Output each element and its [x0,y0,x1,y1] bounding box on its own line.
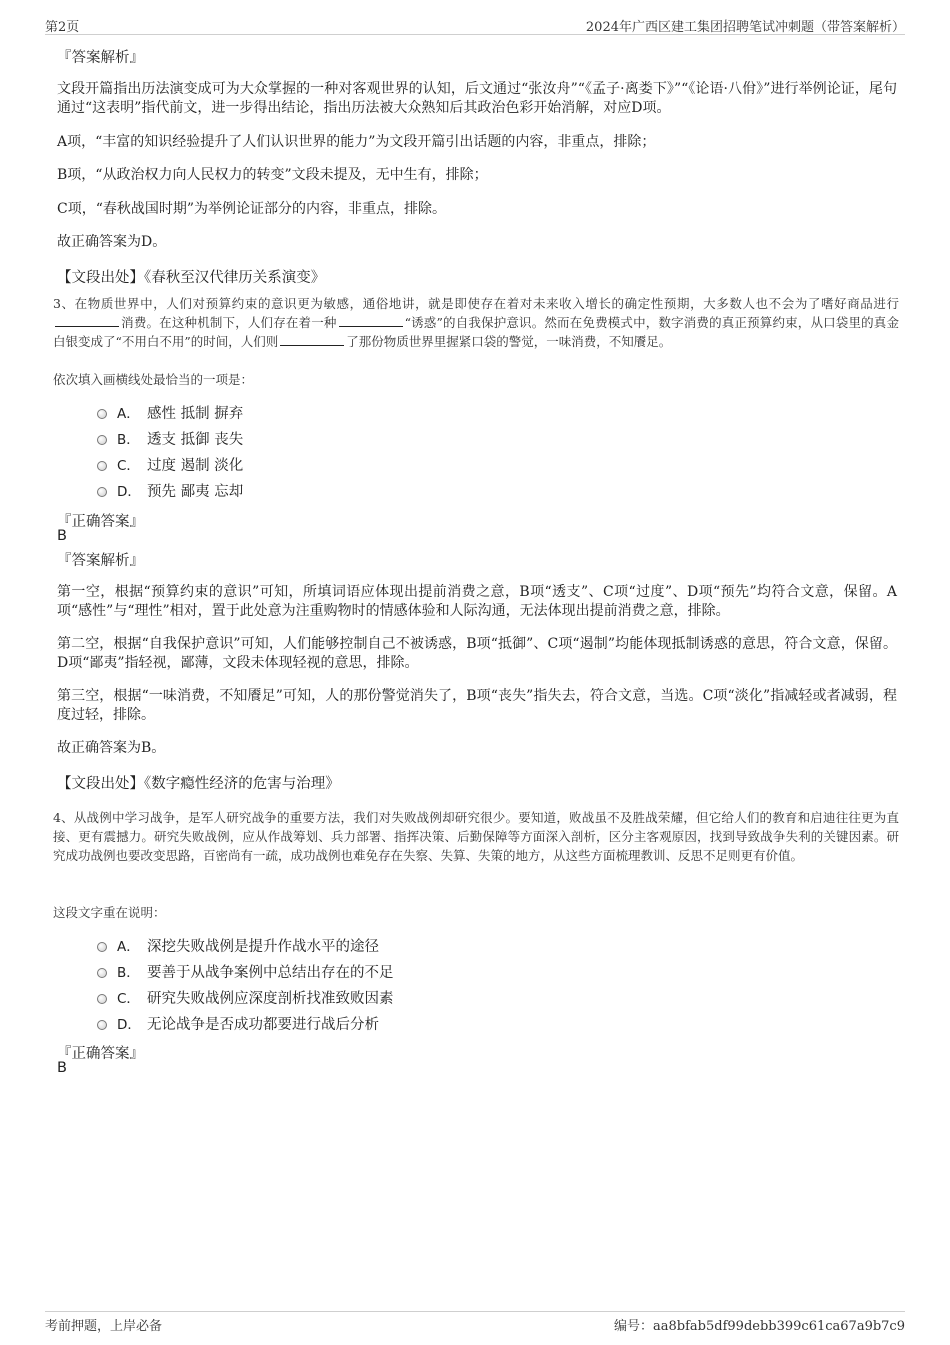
text-source: 【文段出处】《数字瘾性经济的危害与治理》 [57,776,340,792]
radio-button[interactable] [97,942,107,952]
option-b[interactable]: B． 透支 抵御 丧失 [97,428,243,448]
radio-button[interactable] [97,1020,107,1030]
analysis-label: 『答案解析』 [57,553,144,569]
correct-answer: B [57,1060,67,1076]
fill-blank [339,314,403,327]
correct-answer: B [57,528,67,544]
question-3-text: 3、在物质世界中，人们对预算约束的意识更为敏感，通俗地讲，就是即使存在着对未来收入增长的确定性预期，大多数人也不会为了嗜好商品进行消费。在这种机制下，人们存在着一种 “诱惑”的自我保护意识。然而在免费模式中，数字消费的真正预算约束，从口袋里的真金白银变成了“不用白不用”的时间，人们则 了那份物质世界里握紧口袋的警觉，一味消费，不知餍足。 [53,296,899,349]
analysis-label: 『答案解析』 [57,50,144,66]
analysis-paragraph: 故正确答案为D。 [57,234,167,250]
question-prompt: 依次填入画横线处最恰当的一项是： [53,372,254,387]
text-source: 【文段出处】《春秋至汉代律历关系演变》 [57,270,326,286]
radio-button[interactable] [97,461,107,471]
analysis-paragraph: B项，“从政治权力向人民权力的转变”文段未提及，无中生有，排除； [57,167,488,183]
analysis-paragraph: 第二空，根据“自我保护意识”可知，人们能够控制自己不被诱惑，B项“抵御”、C项“遏制”均能体现抵制诱惑的意思，符合文意，保留。D项“鄙夷”指轻视，鄙薄，文段未体现轻视的意思，排除。 [57,636,897,671]
radio-button[interactable] [97,994,107,1004]
question-prompt: 这段文字重在说明： [53,905,166,920]
footer-slogan: 考前押题，上岸必备 [45,1319,163,1334]
correct-answer-label: 『正确答案』 [57,1046,144,1062]
option-c[interactable]: C． 研究失败战例应深度剖析找准致败因素 [97,987,394,1007]
radio-button[interactable] [97,487,107,497]
fill-blank [280,333,344,346]
radio-button[interactable] [97,409,107,419]
option-a[interactable]: A． 感性 抵制 摒弃 [97,402,243,422]
page-header [45,14,905,35]
radio-button[interactable] [97,968,107,978]
analysis-paragraph: 故正确答案为B。 [57,740,166,756]
option-b[interactable]: B． 要善于从战争案例中总结出存在的不足 [97,961,394,981]
page-footer [45,1311,905,1334]
fill-blank [55,314,119,327]
option-a[interactable]: A． 深挖失败战例是提升作战水平的途径 [97,935,379,955]
analysis-paragraph: 第一空，根据“预算约束的意识”可知，所填词语应体现出提前消费之意，B项“透支”、C项“过度”、D项“预先”均符合文意，保留。A项“感性”与“理性”相对，置于此处意为注重购物时的情感体验和人际沟通，无法体现出提前消费之意，排除。 [57,584,897,619]
page-number: 第2页 [45,20,80,35]
document-title: 2024年广西区建工集团招聘笔试冲刺题（带答案解析） [585,20,905,35]
option-c[interactable]: C． 过度 遏制 淡化 [97,454,243,474]
analysis-paragraph: C项，“春秋战国时期”为举例论证部分的内容，非重点，排除。 [57,201,447,217]
question-4-text: 4、从战例中学习战争，是军人研究战争的重要方法，我们对失败战例却研究很少。要知道，败战虽不及胜战荣耀，但它给人们的教育和启迪往往更为直接、更有震撼力。研究失败战例，应从作战筹划、兵力部署、指挥决策、后勤保障等方面深入剖析，区分主客观原因，找到导致战争失利的关键因素。研究成功战例也要改变思路，百密尚有一疏，成功战例也难免存在失察、失算、失策的地方，从这些方面梳理教训、反思不足则更有价值。 [53,810,899,863]
option-d[interactable]: D． 预先 鄙夷 忘却 [97,480,243,500]
analysis-paragraph: A项，“丰富的知识经验提升了人们认识世界的能力”为文段开篇引出话题的内容，非重点，排除； [57,134,656,150]
option-d[interactable]: D． 无论战争是否成功都要进行战后分析 [97,1013,379,1033]
analysis-paragraph: 文段开篇指出历法演变成可为大众掌握的一种对客观世界的认知，后文通过“张汝舟”“《孟子·离娄下》”“《论语·八佾》”进行举例论证，尾句通过“这表明”指代前文，进一步得出结论，指出历法被大众熟知后其政治色彩开始消解，对应D项。 [57,81,897,116]
radio-button[interactable] [97,435,107,445]
document-id: 编号：aa8bfab5df99debb399c61ca67a9b7c9 [614,1319,905,1334]
correct-answer-label: 『正确答案』 [57,514,144,530]
analysis-paragraph: 第三空，根据“一味消费，不知餍足”可知，人的那份警觉消失了，B项“丧失”指失去，符合文意，当选。C项“淡化”指减轻或者减弱，程度过轻，排除。 [57,688,897,723]
